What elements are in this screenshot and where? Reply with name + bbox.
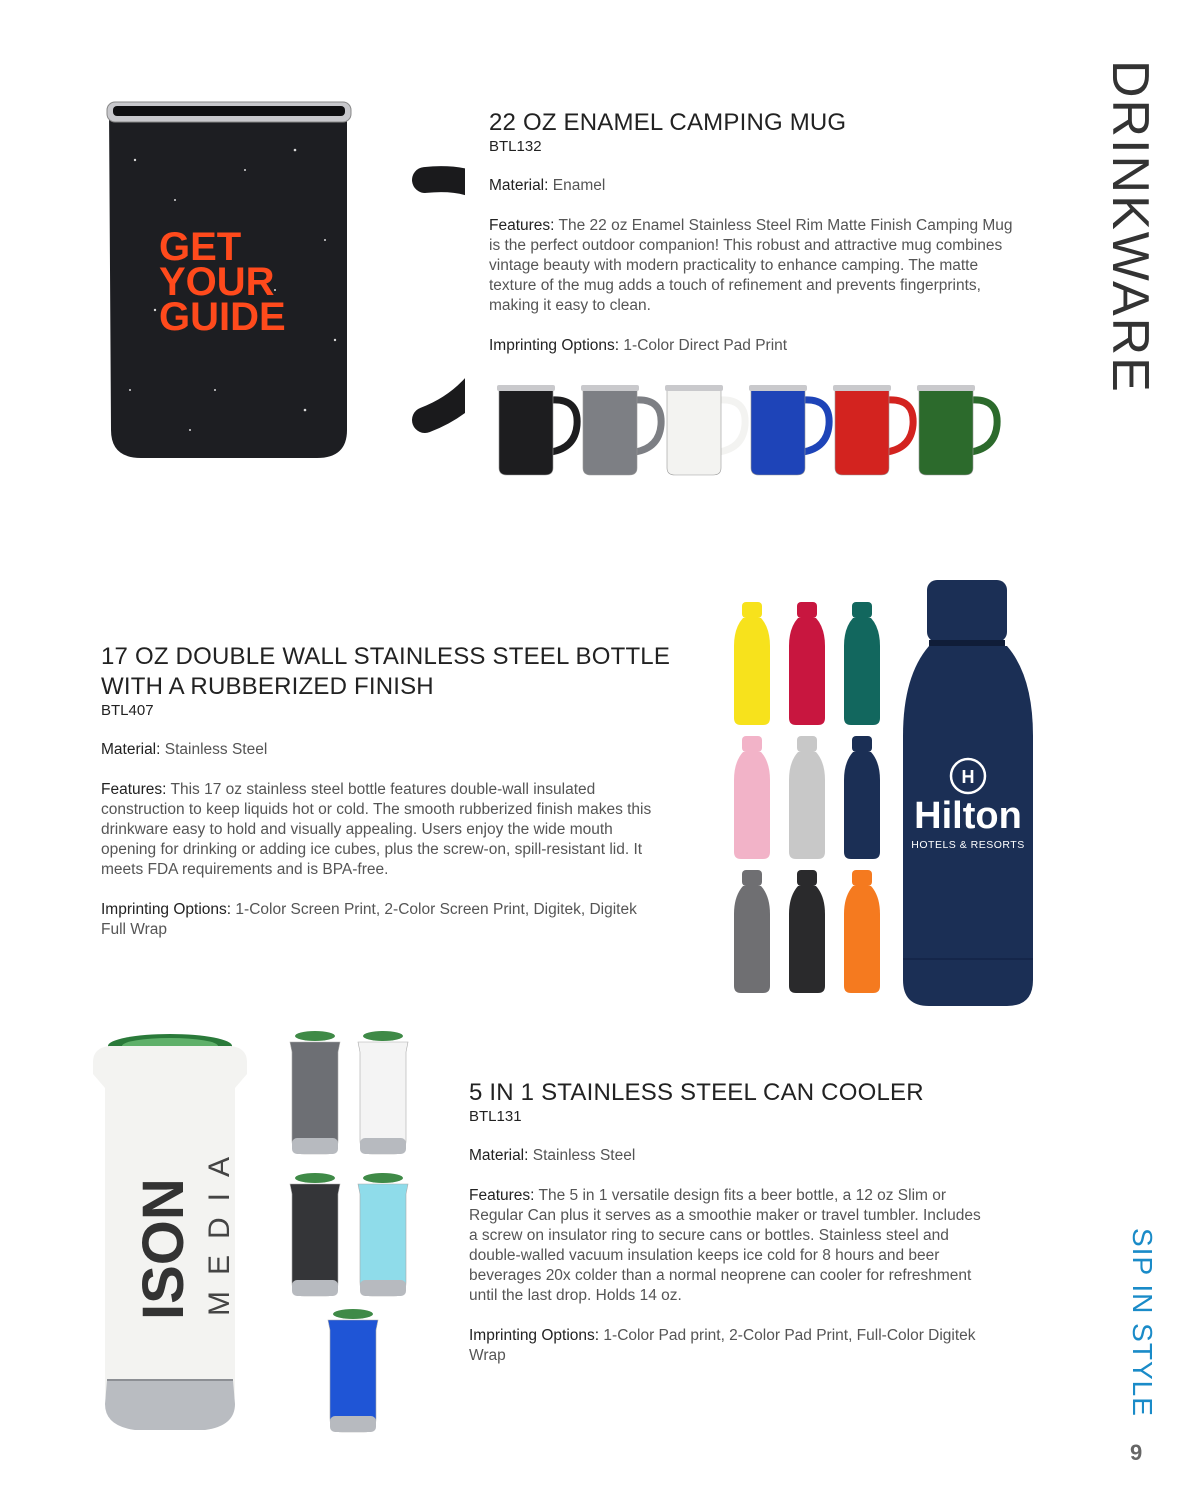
imprint-mug: Imprinting Options: 1-Color Direct Pad Print (489, 337, 788, 354)
mug-swatch (833, 385, 913, 475)
hilton-logo-text: Hilton (914, 795, 1022, 837)
bottle-swatch (789, 736, 825, 859)
page-number: 9 (1130, 1440, 1143, 1465)
tagline: SIP IN STYLE (1127, 1228, 1158, 1417)
product-sku-mug: BTL132 (489, 138, 542, 155)
bottle-swatch (844, 602, 880, 725)
bottle-swatch (844, 870, 880, 993)
features-mug: Features: The 22 oz Enamel Stainless Steel Rim Matte Finish Camping Mug is the perfect outdoor companion! This robust and attractive mug combines vintage beauty with modern practicality to enhance camping. The matte texture of the mug adds a touch of refinement and prevents fingerprints, making it easy to clean. (489, 217, 1013, 314)
mug-main-image (95, 90, 465, 470)
mug-swatch (665, 385, 745, 475)
mug-logo-line-1: GET (159, 225, 242, 269)
mug-logo-line-3: GUIDE (159, 295, 286, 339)
product-title-mug: 22 OZ ENAMEL CAMPING MUG (489, 109, 847, 136)
material-mug: Material: Enamel (489, 177, 606, 194)
mug-swatch (917, 385, 997, 475)
cooler-swatch (358, 1031, 408, 1154)
bottle-swatch (734, 736, 770, 859)
can-cooler-main-image (85, 1020, 260, 1432)
bottle-swatch (789, 870, 825, 993)
mug-logo-line-2: YOUR (159, 260, 275, 304)
features-bottle: Features: This 17 oz stainless steel bottle features double-wall insulated construction to keep liquids hot or cold. The smooth rubberized finish makes this drinkware easy to hold and visually appealing. Users enjoy the wide mouth opening for drinking or adding ice cubes, plus the screw-on, spill-resistant lid. It meets FDA requirements and is BPA-free. (101, 781, 652, 878)
cooler-swatch (328, 1309, 378, 1432)
cooler-swatch (290, 1031, 340, 1154)
mug-color-options (495, 380, 1010, 480)
svg-text:H: H (961, 767, 975, 787)
ison-logo-subtext: MEDIA (203, 1140, 236, 1316)
product-sku-cooler: BTL131 (469, 1108, 522, 1125)
bottle-main-image (895, 576, 1045, 1012)
ison-logo-text: ISON (131, 1178, 196, 1320)
material-cooler: Material: Stainless Steel (469, 1147, 636, 1164)
imprint-cooler: Imprinting Options: 1-Color Pad print, 2-Color Pad Print, Full-Color Digitek Wrap (469, 1327, 976, 1364)
section-heading: DRINKWARE (1101, 60, 1159, 394)
cooler-swatch (290, 1173, 340, 1296)
bottle-swatch (789, 602, 825, 725)
mug-swatch (749, 385, 829, 475)
mug-swatch (497, 385, 577, 475)
cooler-color-options (280, 1022, 430, 1442)
product-sku-bottle: BTL407 (101, 702, 154, 719)
hilton-logo-subtext: HOTELS & RESORTS (911, 839, 1025, 851)
bottle-swatch (734, 870, 770, 993)
bottle-swatch (844, 736, 880, 859)
bottle-color-options (725, 598, 885, 998)
product-title-bottle: 17 OZ DOUBLE WALL STAINLESS STEEL BOTTLE WITH A RUBBERIZED FINISH (101, 643, 671, 700)
bottle-swatch (734, 602, 770, 725)
mug-swatch (581, 385, 661, 475)
features-cooler: Features: The 5 in 1 versatile design fits a beer bottle, a 12 oz Slim or Regular Can plus it serves as a smoothie maker or travel tumbler. Includes a screw on insulator ring to secure cans or bottles. Stainless steel and double-walled vacuum insulation keeps ice cold for 8 hours and beer beverages 20x colder than a normal neoprene can cooler for refreshment until the last drop. Holds 14 oz. (469, 1187, 981, 1304)
material-bottle: Material: Stainless Steel (101, 741, 268, 758)
imprint-bottle: Imprinting Options: 1-Color Screen Print, 2-Color Screen Print, Digitek, Digitek Full Wrap (101, 901, 637, 938)
product-title-cooler: 5 IN 1 STAINLESS STEEL CAN COOLER (469, 1079, 924, 1106)
cooler-swatch (358, 1173, 408, 1296)
